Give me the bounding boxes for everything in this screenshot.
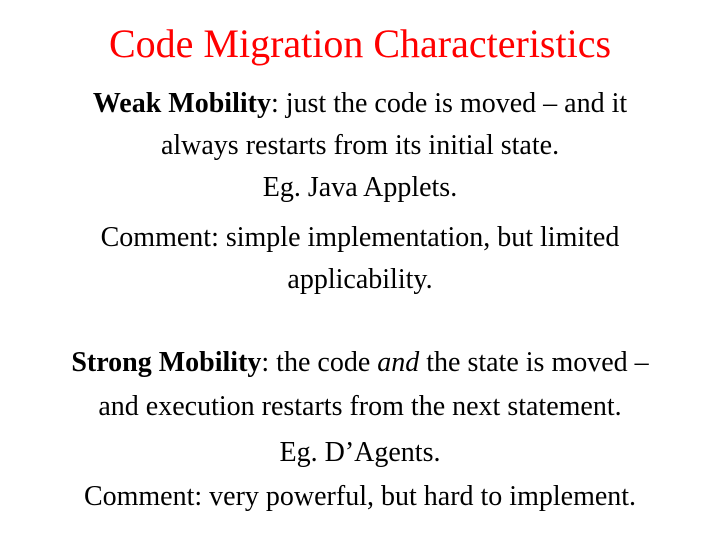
strong-mobility-line-2: and execution restarts from the next statement.	[98, 391, 622, 422]
strong-mobility-text-b: the state is moved –	[419, 347, 649, 378]
weak-mobility-comment-line-2: applicability.	[287, 264, 433, 295]
weak-mobility-example: Eg. Java Applets.	[262, 172, 458, 203]
strong-mobility-example: Eg. D’Agents.	[279, 437, 441, 468]
strong-mobility-line-1	[0, 345, 720, 381]
weak-mobility-description-start: : just the code is moved – and it	[270, 88, 628, 119]
weak-mobility-line-2: always restarts from its initial state.	[160, 130, 560, 161]
strong-mobility-comment: Comment: very powerful, but hard to implement.	[83, 481, 637, 512]
strong-mobility-text-a: : the code	[261, 347, 378, 378]
strong-mobility-emphasis: and	[377, 347, 420, 378]
strong-mobility-term: Strong Mobility	[71, 347, 262, 378]
slide-title: Code Migration Characteristics	[108, 21, 612, 66]
weak-mobility-term: Weak Mobility	[92, 88, 271, 119]
weak-mobility-comment-line-1: Comment: simple implementation, but limited	[100, 222, 620, 253]
weak-mobility-line-1	[0, 86, 720, 122]
